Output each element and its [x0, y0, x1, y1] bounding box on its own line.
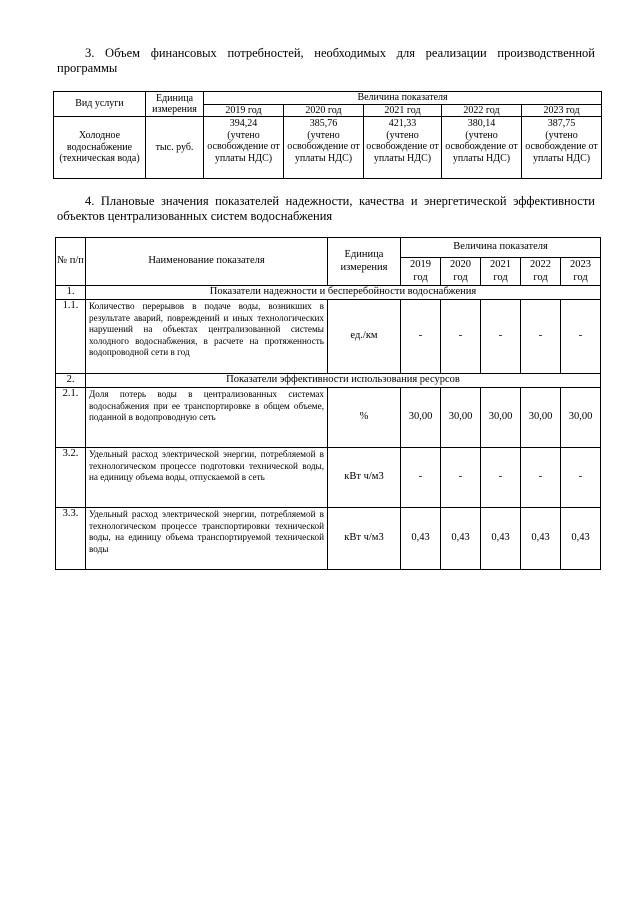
- value-cell: -: [521, 448, 561, 508]
- group-num: 2.: [56, 374, 86, 388]
- value-cell: 30,00: [481, 388, 521, 448]
- value-cell: -: [481, 448, 521, 508]
- vat-note: (учтено освобождение от уплаты НДС): [287, 129, 360, 164]
- value-cell: -: [401, 448, 441, 508]
- vat-note: (учтено освобождение от уплаты НДС): [366, 129, 439, 164]
- value-cell: 0,43: [561, 508, 601, 570]
- service-name: Холодное водоснабжение (техническая вода): [54, 117, 146, 179]
- value-amount: 394,24: [229, 118, 258, 129]
- unit-cell: кВт ч/м3: [328, 508, 401, 570]
- group-row: [56, 374, 601, 388]
- value-amount: 387,75: [547, 118, 576, 129]
- vat-note: (учтено освобождение от уплаты НДС): [445, 129, 518, 164]
- value-cell: -: [561, 448, 601, 508]
- section-4-heading: 4. Плановые значения показателей надежности, качества и энергетической эффективности объектов централизованных систем водоснабжения: [57, 194, 595, 223]
- header-year: 2019 год: [204, 104, 284, 117]
- group-num: 1.: [56, 286, 86, 300]
- value-amount: 421,33: [388, 118, 417, 129]
- header-year: 2022 год: [442, 104, 522, 117]
- header-year: 2023 год: [522, 104, 602, 117]
- value-cell: [284, 117, 364, 179]
- table-row: [56, 448, 601, 508]
- value-cell: 30,00: [561, 388, 601, 448]
- value-cell: -: [561, 300, 601, 374]
- indicators-table: [55, 237, 601, 570]
- header-year: 2022 год: [521, 258, 561, 286]
- row-num: 2.1.: [56, 388, 86, 448]
- header-value: Величина показателя: [204, 92, 602, 105]
- header-year: 2023 год: [561, 258, 601, 286]
- value-cell: -: [441, 300, 481, 374]
- value-cell: -: [441, 448, 481, 508]
- group-title: Показатели надежности и бесперебойности водоснабжения: [86, 286, 601, 300]
- value-cell: 0,43: [441, 508, 481, 570]
- header-unit: Единица измерения: [146, 92, 204, 117]
- value-cell: 30,00: [441, 388, 481, 448]
- value-cell: -: [401, 300, 441, 374]
- unit-cell: %: [328, 388, 401, 448]
- header-year: 2021 год: [364, 104, 442, 117]
- table-row: [56, 300, 601, 374]
- group-title: Показатели эффективности использования ресурсов: [86, 374, 601, 388]
- table-row: [54, 117, 602, 179]
- value-cell: [204, 117, 284, 179]
- header-value: Величина показателя: [401, 238, 601, 258]
- vat-note: (учтено освобождение от уплаты НДС): [525, 129, 598, 164]
- unit-cell: тыс. руб.: [146, 117, 204, 179]
- header-unit: Единица измерения: [328, 238, 401, 286]
- unit-cell: кВт ч/м3: [328, 448, 401, 508]
- header-name: Наименование показателя: [86, 238, 328, 286]
- section-3-heading: 3. Объем финансовых потребностей, необходимых для реализации производственной программы: [57, 46, 595, 75]
- value-amount: 380,14: [467, 118, 496, 129]
- indicator-name: Количество перерывов в подаче воды, возникших в результате аварий, повреждений и иных технологических нарушений на объектах централизованной системы холодного водоснабжения, в расчете на протяженность водопроводной сети в год: [86, 300, 328, 374]
- header-year: 2021 год: [481, 258, 521, 286]
- indicator-name: Удельный расход электрической энергии, потребляемой в технологическом процессе подготовки технической воды, на единицу объема воды, отпускаемой в сеть: [86, 448, 328, 508]
- header-year: 2020 год: [441, 258, 481, 286]
- group-row: [56, 286, 601, 300]
- table-row: [56, 388, 601, 448]
- value-cell: 0,43: [401, 508, 441, 570]
- value-cell: [522, 117, 602, 179]
- header-num: № п/п: [56, 238, 86, 286]
- indicator-name: Доля потерь воды в централизованных системах водоснабжения при ее транспортировке в общем объеме, поданной в водопроводную сеть: [86, 388, 328, 448]
- financial-needs-table: [53, 91, 602, 179]
- value-cell: 0,43: [481, 508, 521, 570]
- header-year: 2019 год: [401, 258, 441, 286]
- row-num: 3.2.: [56, 448, 86, 508]
- value-cell: -: [481, 300, 521, 374]
- value-amount: 385,76: [309, 118, 338, 129]
- table-row: [56, 508, 601, 570]
- row-num: 1.1.: [56, 300, 86, 374]
- value-cell: [364, 117, 442, 179]
- value-cell: 30,00: [521, 388, 561, 448]
- value-cell: 0,43: [521, 508, 561, 570]
- header-service: Вид услуги: [54, 92, 146, 117]
- row-num: 3.3.: [56, 508, 86, 570]
- indicator-name: Удельный расход электрической энергии, потребляемой в технологическом процессе транспортировки технической воды, на единицу объема транспортируемой технической воды: [86, 508, 328, 570]
- value-cell: [442, 117, 522, 179]
- header-year: 2020 год: [284, 104, 364, 117]
- value-cell: 30,00: [401, 388, 441, 448]
- vat-note: (учтено освобождение от уплаты НДС): [207, 129, 280, 164]
- value-cell: -: [521, 300, 561, 374]
- unit-cell: ед./км: [328, 300, 401, 374]
